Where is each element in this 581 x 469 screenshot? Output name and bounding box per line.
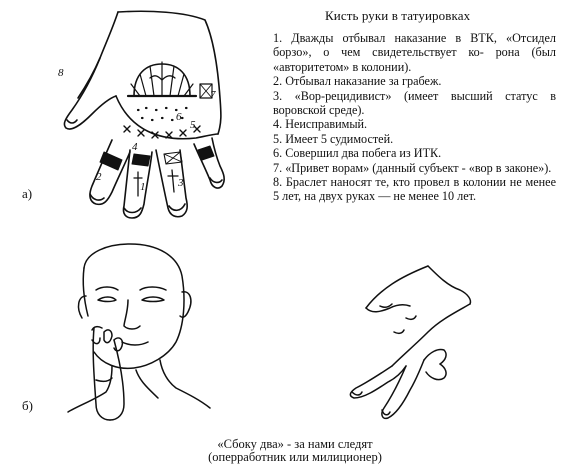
legend-item: 8. Браслет наносят те, кто провел в колонии не менее 5 лет, на двух руках — не менее 10 лет. [273,175,556,204]
figure-caption [150,438,440,464]
legend-item: 4. Неисправимый. [273,117,368,132]
figure-title: Кисть руки в татуировках [325,8,471,23]
legend-item: 6. Совершил два побега из ИТК. [273,146,442,161]
hand-number-5: 5 [190,119,196,131]
man-gesture-drawing [68,244,210,420]
hand-number-7: 7 [210,89,216,101]
legend-item: 7. «Привет ворам» (данный субъект - «вор в законе»). [273,160,552,175]
hand-number-2: 2 [96,171,102,183]
caption-line-2: (оперработник или милиционер) [208,450,382,464]
hand-number-4: 4 [132,141,138,153]
panel-label-b: б) [22,398,33,413]
hand-number-8: 8 [58,67,64,79]
side-hand-drawing [350,266,470,418]
legend-item: 5. Имеет 5 судимостей. [273,131,394,146]
hand-number-1: 1 [140,181,146,193]
legend-item: 1. Дважды отбывал наказание в ВТК, «Отсидел борзо», о чем свидетельствует ко- рона (был «авторитетом» в колонии). [273,31,556,74]
legend-item: 2. Отбывал наказание за грабеж. [273,74,442,89]
caption-line-1: «Сбоку два» - за нами следят [217,437,373,451]
tattoo-legend-list [273,31,556,204]
legend-item: 3. «Вор-рецидивист» (имеет высший статус в воровской среде). [273,88,556,118]
hand-number-3: 3 [178,177,184,189]
panel-label-a: а) [22,186,33,201]
hand-number-6: 6 [176,111,182,123]
